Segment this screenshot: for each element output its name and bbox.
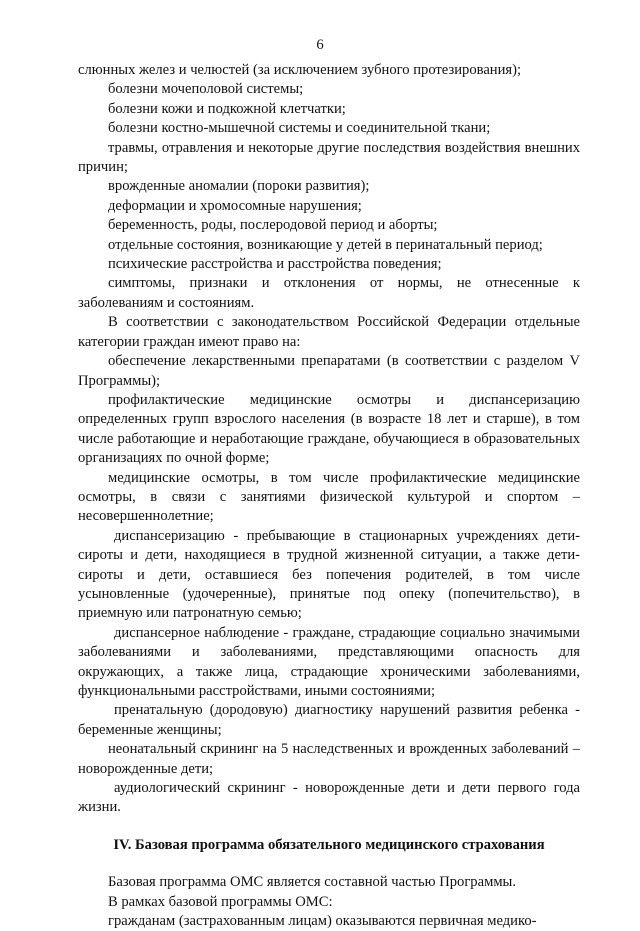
right-dispensary-observation: диспансерное наблюдение - граждане, страдающие социально значимыми заболеваниями и заболеваниями, представляющими опасность для окружающих, а также лица, страдающие хроническими заболеваниями, функциональными расстройствами, иными состояниями; bbox=[78, 624, 580, 699]
list-item-genitourinary: болезни мочеполовой системы; bbox=[108, 81, 304, 98]
list-item-symptoms: симптомы, признаки и отклонения от нормы, не отнесенные к заболеваниям и состояниям. bbox=[78, 275, 580, 311]
document-body bbox=[78, 61, 580, 931]
list-item-chromosomal: деформации и хромосомные нарушения; bbox=[108, 197, 362, 214]
right-audiological-screening: аудиологический скрининг - новорожденные дети и дети первого года жизни. bbox=[78, 780, 580, 816]
right-orphans-screening: диспансеризацию - пребывающие в стационарных учреждениях дети-сироты и дети, находящиеся в трудной жизненной ситуации, а также дети-сироты и дети, оставшиеся без попечения родителей, в том числе усыновленные (удочеренные), принятые под опеку (попечительство), в приемную или патронатную семью; bbox=[78, 527, 580, 622]
list-item-mental: психические расстройства и расстройства поведения; bbox=[108, 256, 442, 273]
right-prenatal-diagnostics: пренатальную (дородовую) диагностику нарушений развития ребенка - беременные женщины; bbox=[78, 702, 580, 738]
list-item-perinatal: отдельные состояния, возникающие у детей в перинатальный период; bbox=[108, 236, 543, 253]
section-heading: IV. Базовая программа обязательного медицинского страхования bbox=[113, 836, 545, 853]
list-item-musculoskeletal: болезни костно-мышечной системы и соединительной ткани; bbox=[108, 120, 491, 137]
right-neonatal-screening: неонатальный скрининг на 5 наследственных и врожденных заболеваний – новорожденные дети; bbox=[78, 741, 580, 777]
paragraph-continuation: слюнных желез и челюстей (за исключением зубного протезирования); bbox=[78, 62, 522, 78]
page-number: 6 bbox=[316, 37, 324, 53]
paragraph-citizens-primary-care: гражданам (застрахованным лицам) оказываются первичная медико- bbox=[108, 913, 537, 930]
list-item-skin: болезни кожи и подкожной клетчатки; bbox=[108, 100, 346, 117]
list-item-congenital: врожденные аномалии (пороки развития); bbox=[108, 178, 370, 195]
right-medications: обеспечение лекарственными препаратами (в соответствии с разделом V Программы); bbox=[78, 353, 580, 389]
paragraph-within-program: В рамках базовой программы ОМС: bbox=[108, 893, 333, 910]
list-item-injuries: травмы, отравления и некоторые другие последствия воздействия внешних причин; bbox=[78, 139, 580, 176]
paragraph-base-program: Базовая программа ОМС является составной частью Программы. bbox=[108, 874, 517, 891]
paragraph-rights-intro: В соответствии с законодательством Российской Федерации отдельные категории граждан имеют право на: bbox=[78, 314, 580, 350]
right-preventive-exams: профилактические медицинские осмотры и диспансеризацию определенных групп взрослого населения (в возрасте 18 лет и старше), в том числе работающие и неработающие граждане, обучающиеся в образовательных организациях по очной форме; bbox=[78, 391, 580, 467]
right-medical-exams-sport: медицинские осмотры, в том числе профилактические медицинские осмотры, в связи с занятиями физической культурой и спортом – несовершеннолетние; bbox=[78, 469, 580, 525]
list-item-pregnancy: беременность, роды, послеродовой период и аборты; bbox=[108, 217, 438, 234]
